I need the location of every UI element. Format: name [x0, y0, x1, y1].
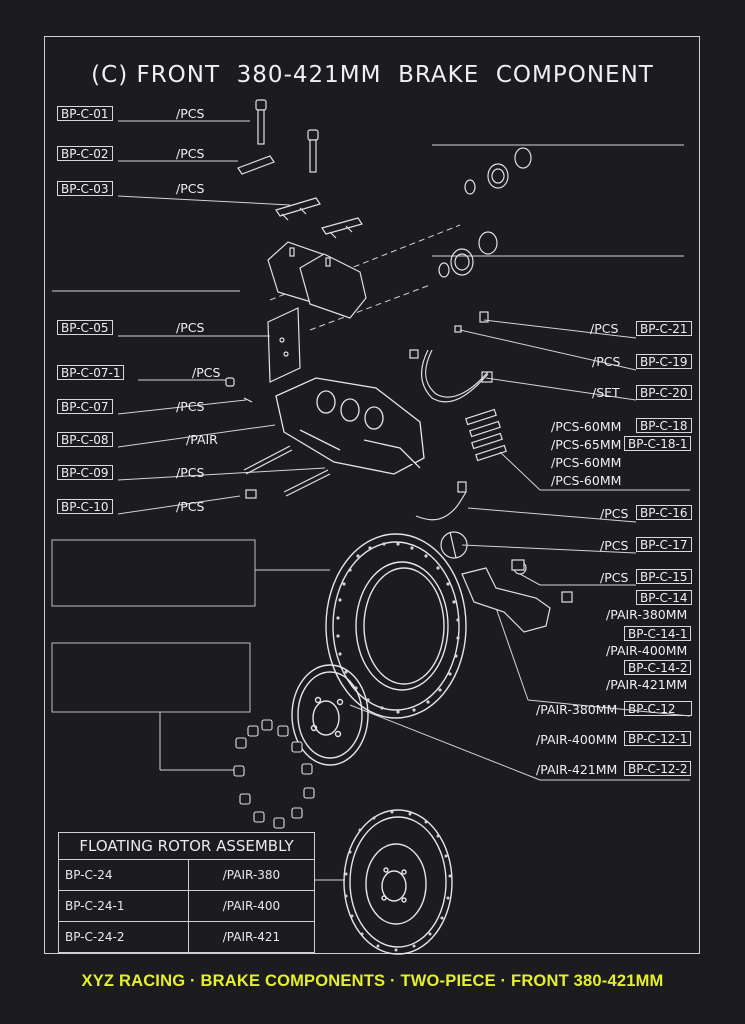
- part-code-bp-c-15: BP-C-15: [636, 569, 692, 584]
- part-code-bp-c-18: BP-C-18: [636, 418, 692, 433]
- part-code-bp-c-18-1: BP-C-18-1: [624, 436, 691, 451]
- assembly-qty: /PAIR-400: [188, 891, 314, 922]
- part-qty: /PCS: [600, 538, 629, 553]
- table-row: [59, 922, 315, 953]
- part-code-bp-c-10: BP-C-10: [57, 499, 113, 514]
- part-code-bp-c-12-1: BP-C-12-1: [624, 731, 691, 746]
- part-qty: /PCS: [592, 354, 621, 369]
- part-qty: /PCS-60MM: [551, 473, 622, 488]
- assembly-code: BP-C-24: [59, 860, 189, 891]
- assembly-qty: /PAIR-421: [188, 922, 314, 953]
- part-qty: /PCS: [176, 499, 205, 514]
- part-qty: /PAIR-380MM: [536, 702, 618, 717]
- assembly-qty: /PAIR-380: [188, 860, 314, 891]
- part-code-bp-c-14: BP-C-14: [636, 590, 692, 605]
- part-code-bp-c-12: BP-C-12: [624, 701, 692, 716]
- part-qty: /PCS: [176, 146, 205, 161]
- table-row: [59, 860, 315, 891]
- part-qty: /PCS-65MM: [551, 437, 622, 452]
- part-qty: /PCS: [600, 506, 629, 521]
- part-qty: /PAIR-421MM: [606, 677, 688, 692]
- part-code-bp-c-12-2: BP-C-12-2: [624, 761, 691, 776]
- part-code-bp-c-17: BP-C-17: [636, 537, 692, 552]
- part-code-bp-c-14-1: BP-C-14-1: [624, 626, 691, 641]
- part-code-bp-c-02: BP-C-02: [57, 146, 113, 161]
- part-code-bp-c-05: BP-C-05: [57, 320, 113, 335]
- part-qty: /PCS: [176, 320, 205, 335]
- part-qty: /PCS: [176, 181, 205, 196]
- part-code-bp-c-09: BP-C-09: [57, 465, 113, 480]
- part-qty: /PCS: [176, 399, 205, 414]
- part-code-bp-c-07: BP-C-07: [57, 399, 113, 414]
- floating-rotor-assembly-table: [58, 832, 315, 953]
- part-qty: /PAIR: [186, 432, 218, 447]
- part-code-bp-c-08: BP-C-08: [57, 432, 113, 447]
- part-code-bp-c-16: BP-C-16: [636, 505, 692, 520]
- part-qty: /PCS: [590, 321, 619, 336]
- floating-rotor-assembly-heading: FLOATING ROTOR ASSEMBLY: [59, 833, 315, 860]
- assembly-code: BP-C-24-1: [59, 891, 189, 922]
- part-qty: /PAIR-400MM: [536, 732, 618, 747]
- part-qty: /PAIR-421MM: [536, 762, 618, 777]
- assembly-code: BP-C-24-2: [59, 922, 189, 953]
- part-qty: /PAIR-380MM: [606, 607, 688, 622]
- part-qty: /PCS-60MM: [551, 455, 622, 470]
- part-code-bp-c-20: BP-C-20: [636, 385, 692, 400]
- table-row: [59, 891, 315, 922]
- part-qty: /PCS: [176, 465, 205, 480]
- part-qty: /SET: [592, 385, 620, 400]
- part-qty: /PCS-60MM: [551, 419, 622, 434]
- footer-banner: XYZ RACING · BRAKE COMPONENTS · TWO-PIECE · FRONT 380-421MM: [81, 972, 664, 990]
- part-code-bp-c-07-1: BP-C-07-1: [57, 365, 124, 380]
- part-qty: /PAIR-400MM: [606, 643, 688, 658]
- part-qty: /PCS: [176, 106, 205, 121]
- part-qty: /PCS: [600, 570, 629, 585]
- part-code-bp-c-19: BP-C-19: [636, 354, 692, 369]
- part-code-bp-c-03: BP-C-03: [57, 181, 113, 196]
- part-code-bp-c-01: BP-C-01: [57, 106, 113, 121]
- part-qty: /PCS: [192, 365, 221, 380]
- part-code-bp-c-21: BP-C-21: [636, 321, 692, 336]
- page-title: (C) FRONT 380-421MM BRAKE COMPONENT: [91, 62, 654, 88]
- part-code-bp-c-14-2: BP-C-14-2: [624, 660, 691, 675]
